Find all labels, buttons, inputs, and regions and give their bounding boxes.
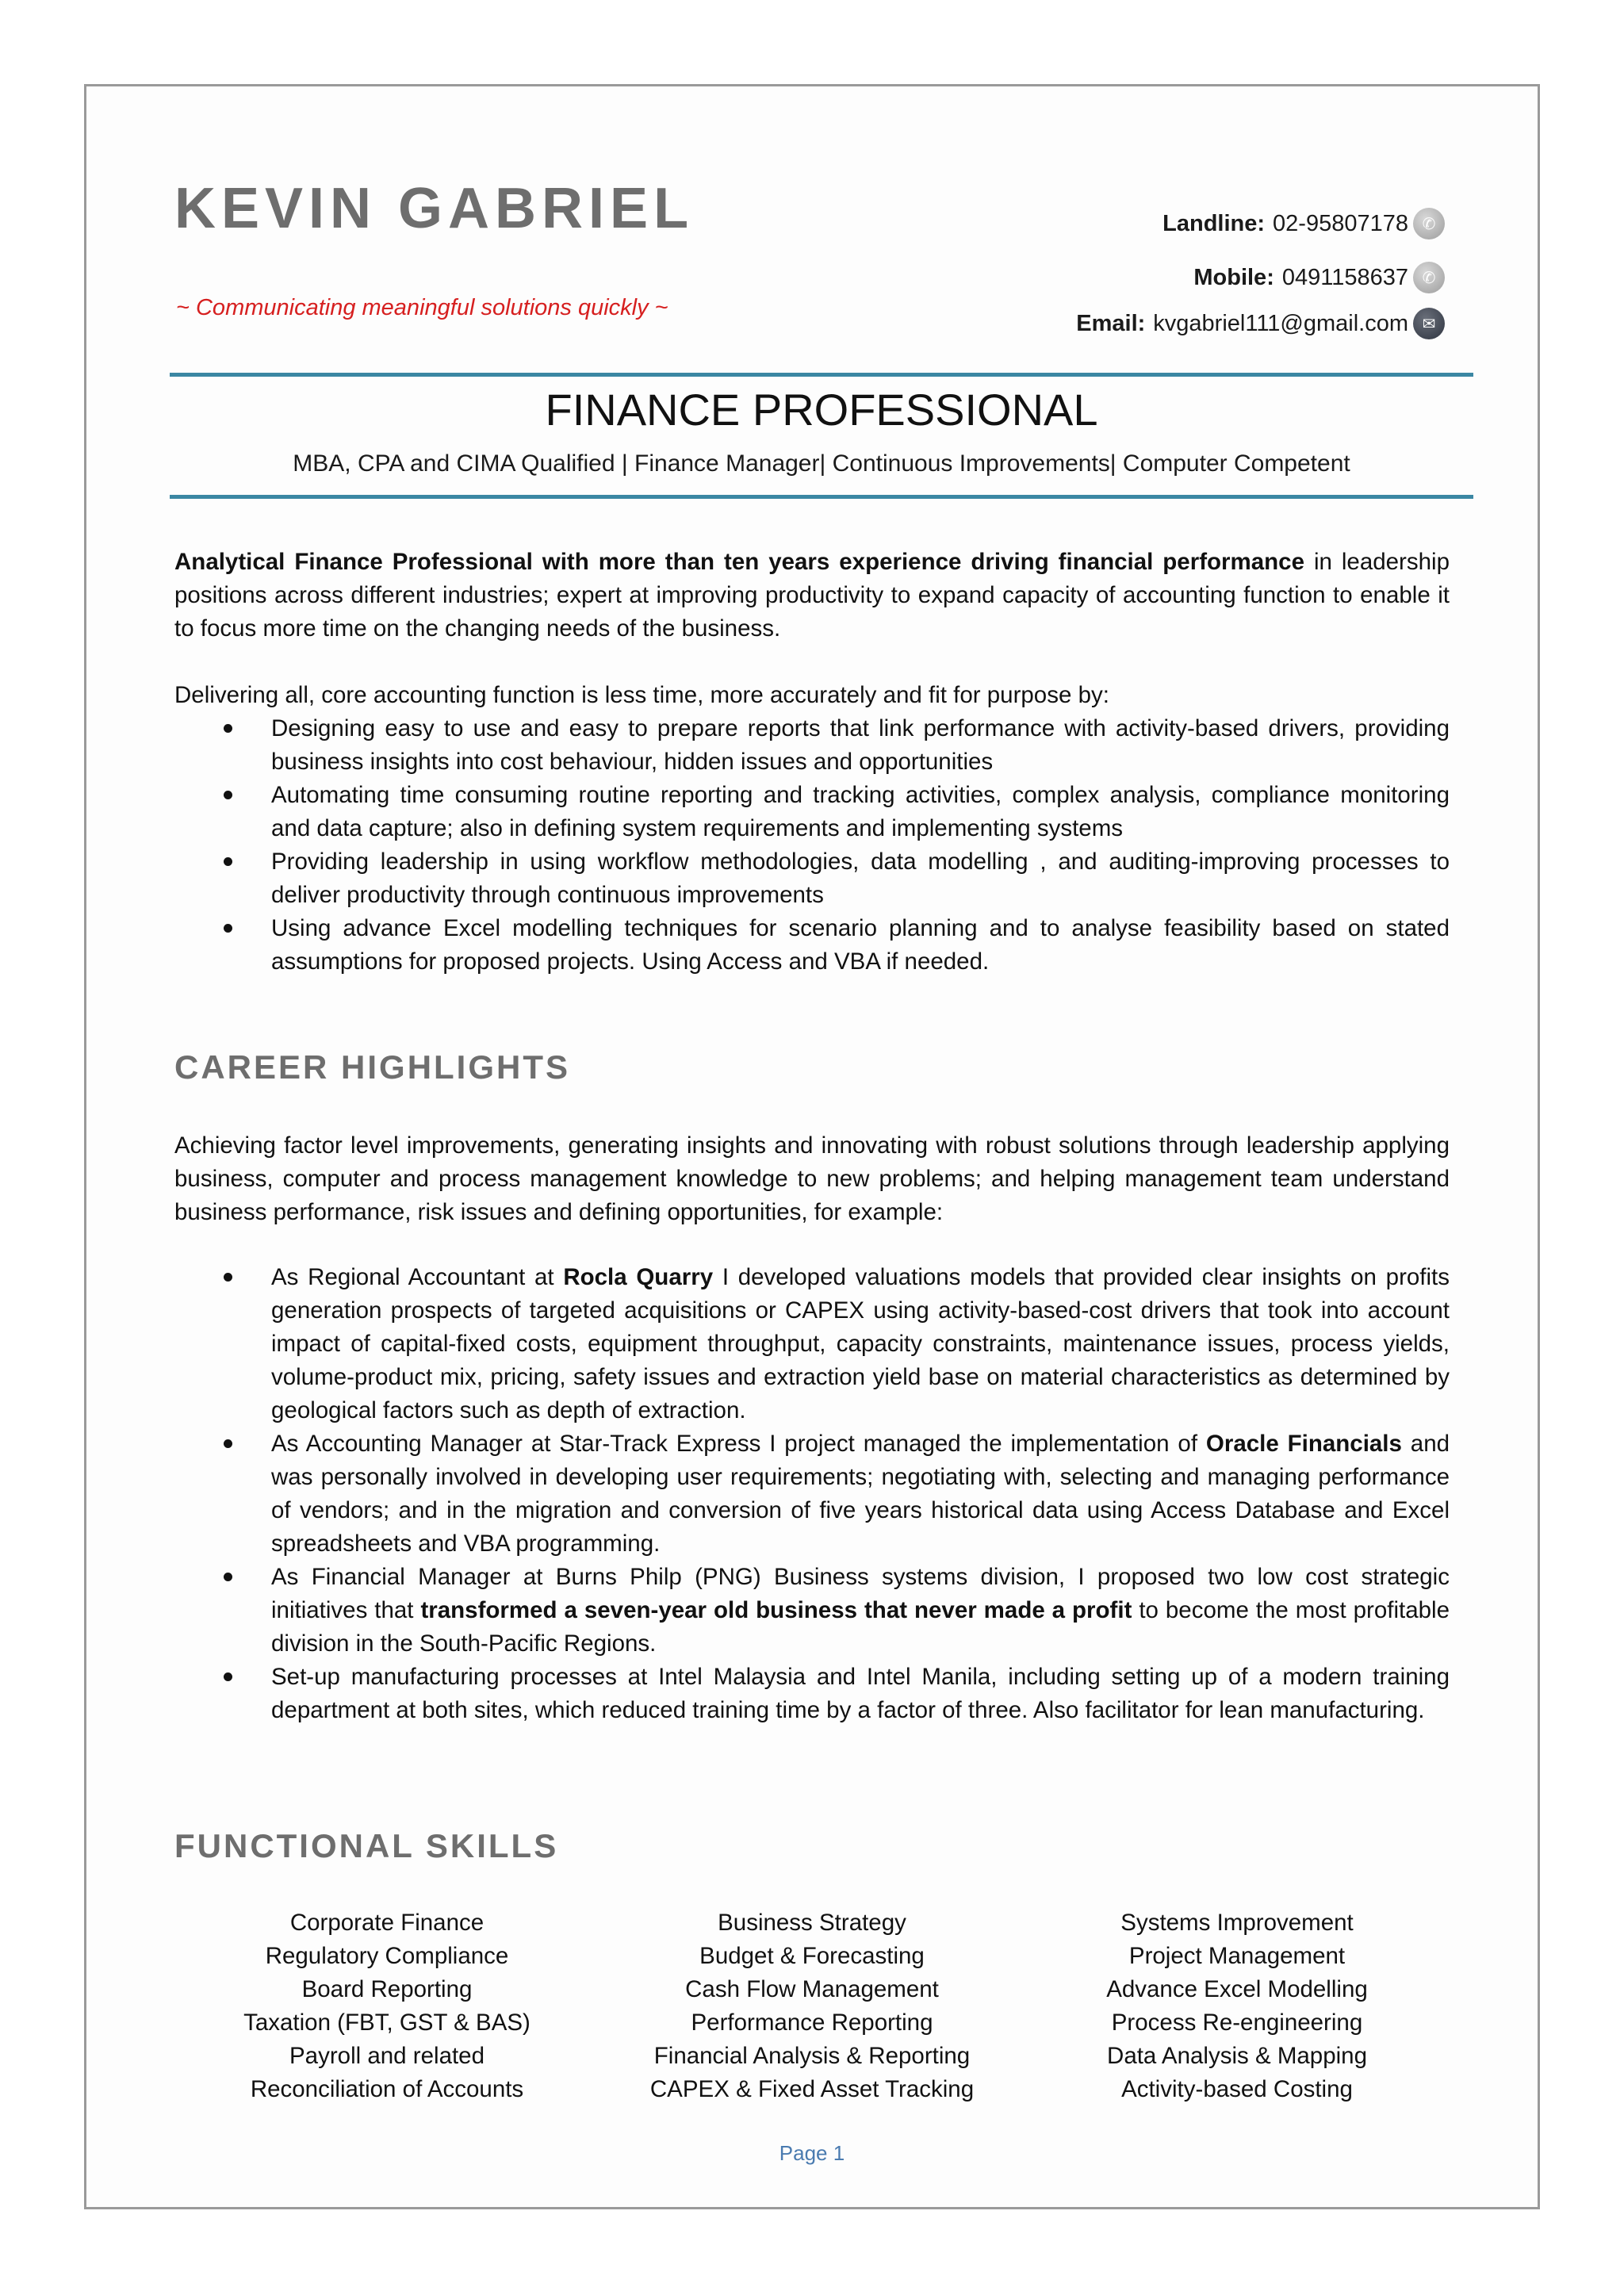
list-item: Automating time consuming routine reporting and tracking activities, complex analysis, compliance monitoring and data capture; also in defining system requirements and implementing systems [174, 779, 1450, 845]
phone-icon: ✆ [1413, 262, 1445, 293]
section-heading-career: CAREER HIGHLIGHTS [174, 1048, 571, 1086]
skills-column [599, 1906, 1025, 2106]
skill-item: Performance Reporting [691, 2010, 933, 2036]
list-item: As Regional Accountant at Rocla Quarry I developed valuations models that provided clear insights on profits generation prospects of targeted acquisitions or CAPEX using activity-based-cost drivers that took into account impact of capital-fixed costs, equipment throughput, capacity constraints, maintenance issues, process yields, volume-product mix, pricing, safety issues and extraction yield base on material characteristics as determined by geological factors such as depth of extraction. [174, 1261, 1450, 1427]
skills-column [174, 1906, 599, 2106]
divider-bottom [170, 495, 1473, 499]
contact-email [1076, 308, 1445, 339]
skill-item: Activity-based Costing [1121, 2076, 1353, 2102]
skills-grid [174, 1906, 1450, 2106]
contact-mobile [1193, 262, 1445, 293]
page-number: Page 1 [779, 2141, 845, 2165]
skills-column [1025, 1906, 1450, 2106]
summary-intro: Delivering all, core accounting function is less time, more accurately and fit for purpose by: [174, 682, 1109, 708]
skill-item: Taxation (FBT, GST & BAS) [243, 2010, 530, 2036]
envelope-icon: ✉ [1413, 308, 1445, 339]
email-label: Email: [1076, 310, 1146, 336]
skill-item: Business Strategy [718, 1910, 906, 1936]
summary-rest: in leadership positions across different industries; expert at improving productivity to expand capacity of accounting function to enable it to focus more time on the changing needs of the business. [174, 549, 1450, 642]
candidate-name: KEVIN GABRIEL [174, 177, 695, 240]
headline-title: FINANCE PROFESSIONAL [545, 385, 1098, 435]
skill-item: Reconciliation of Accounts [250, 2076, 524, 2102]
contact-landline [1162, 208, 1445, 239]
list-item: As Accounting Manager at Star-Track Express I project managed the implementation of Oracle Financials and was personally involved in developing user requirements; negotiating with, selecting and managing performance of vendors; and in the migration and conversion of five years historical data using Access Database and Excel spreadsheets and VBA programming. [174, 1427, 1450, 1561]
tagline: ~ Communicating meaningful solutions quickly ~ [176, 295, 668, 320]
career-intro: Achieving factor level improvements, generating insights and innovating with robust solutions through leadership applying business, computer and process management knowledge to new problems; and helping management team understand business performance, risk issues and defining opportunities, for example: [174, 1132, 1450, 1225]
skill-item: Corporate Finance [289, 1910, 485, 1936]
skill-item: Regulatory Compliance [265, 1943, 509, 1969]
landline-label: Landline: [1162, 210, 1266, 236]
skill-item: Advance Excel Modelling [1106, 1976, 1368, 2002]
skill-item: Cash Flow Management [685, 1976, 939, 2002]
skill-item: Payroll and related [289, 2043, 485, 2069]
list-item: Set-up manufacturing processes at Intel Malaysia and Intel Manila, including setting up of a modern training department at both sites, which reduced training time by a factor of three. Also facilitator for lean manufacturing. [174, 1661, 1450, 1727]
skill-item: Data Analysis & Mapping [1107, 2043, 1367, 2069]
list-item: Using advance Excel modelling techniques for scenario planning and to analyse feasibility based on stated assumptions for proposed projects. Using Access and VBA if needed. [174, 912, 1450, 979]
list-item: Designing easy to use and easy to prepare reports that link performance with activity-based drivers, providing business insights into cost behaviour, hidden issues and opportunities [174, 712, 1450, 779]
skill-item: Financial Analysis & Reporting [653, 2043, 971, 2069]
skill-item: Board Reporting [301, 1976, 473, 2002]
skill-item: Project Management [1128, 1943, 1346, 1969]
skill-item: CAPEX & Fixed Asset Tracking [649, 2076, 975, 2102]
summary-bold-lead: Analytical Finance Professional with more than ten years experience driving financial performance [174, 549, 1304, 575]
landline-number[interactable]: 02-95807178 [1273, 210, 1408, 236]
skill-item: Budget & Forecasting [699, 1943, 925, 1969]
summary-bullet-list [174, 712, 1450, 979]
email-address[interactable]: kvgabriel111@gmail.com [1153, 310, 1408, 336]
mobile-label: Mobile: [1193, 264, 1274, 290]
list-item: As Financial Manager at Burns Philp (PNG) Business systems division, I proposed two low cost strategic initiatives that transformed a seven-year old business that never made a profit to become the most profitable division in the South-Pacific Regions. [174, 1561, 1450, 1661]
list-item: Providing leadership in using workflow methodologies, data modelling , and auditing-improving processes to deliver productivity through continuous improvements [174, 845, 1450, 912]
section-heading-skills: FUNCTIONAL SKILLS [174, 1827, 559, 1864]
skill-item: Systems Improvement [1120, 1910, 1354, 1936]
career-highlight-list [174, 1261, 1450, 1727]
skill-item: Process Re-engineering [1111, 2010, 1363, 2036]
phone-icon: ✆ [1413, 208, 1445, 239]
summary-paragraph [174, 546, 1450, 646]
headline-subtitle: MBA, CPA and CIMA Qualified | Finance Manager| Continuous Improvements| Computer Competent [293, 450, 1350, 477]
mobile-number[interactable]: 0491158637 [1281, 264, 1408, 290]
divider-top [170, 373, 1473, 377]
